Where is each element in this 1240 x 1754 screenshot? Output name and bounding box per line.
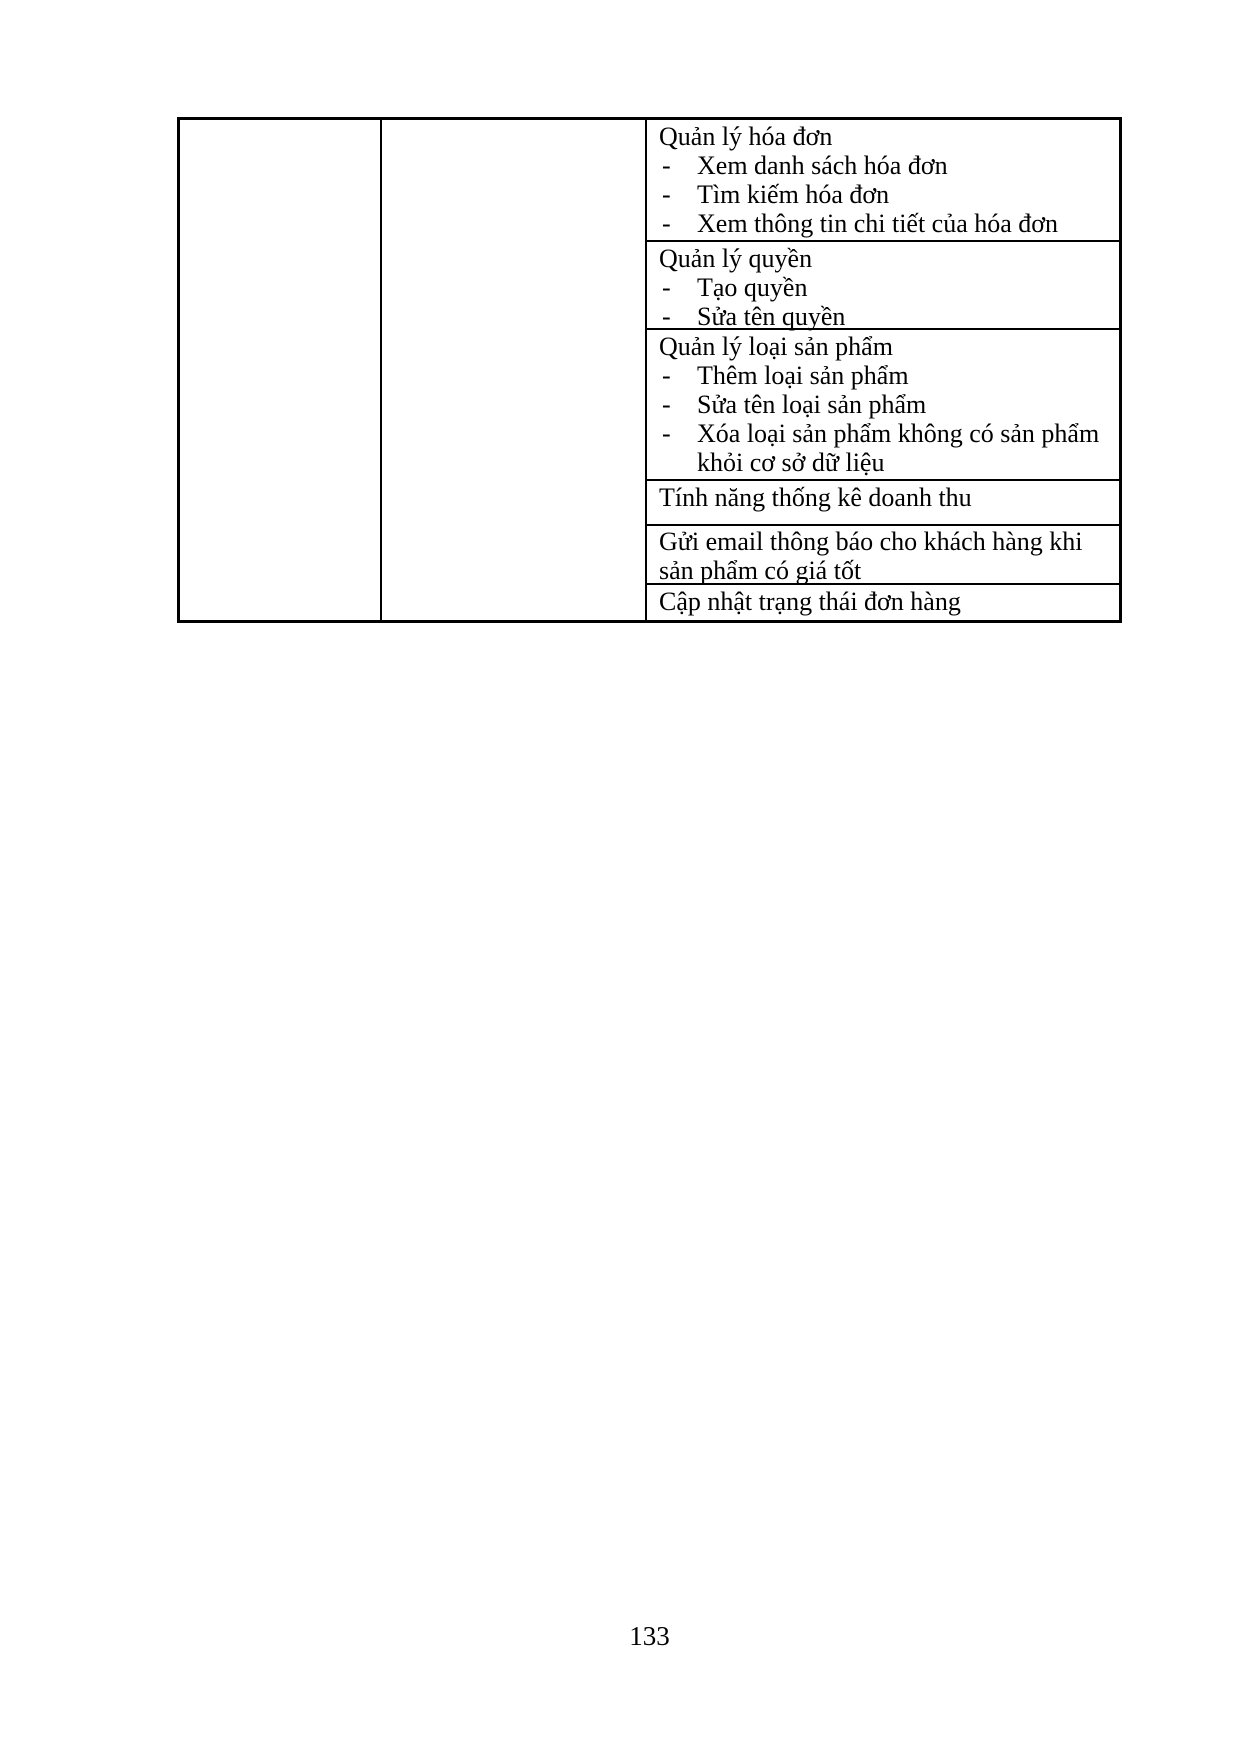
features-table (177, 117, 1122, 623)
table-row-email-notification (647, 526, 1119, 585)
dash-bullet: - (662, 273, 671, 302)
bullet-text: Sửa tên loại sản phẩm (697, 390, 927, 419)
page-number: 133 (629, 1621, 670, 1651)
bullet-item (659, 180, 1117, 209)
bullet-text: Xem thông tin chi tiết của hóa đơn (697, 209, 1059, 238)
bullet-text: Xem danh sách hóa đơn (697, 151, 948, 180)
dash-bullet: - (662, 390, 671, 419)
bullet-text: Xóa loại sản phẩm không có sản phẩm khỏi cơ sở dữ liệu (697, 419, 1100, 477)
table-column-features (647, 120, 1119, 620)
bullet-item (659, 273, 1117, 302)
table-row-invoice-management (647, 120, 1119, 242)
table-cell-empty-left (180, 120, 382, 620)
row-title: Quản lý hóa đơn (659, 122, 833, 151)
bullet-text: Sửa tên quyền (697, 302, 846, 331)
bullet-item (659, 209, 1117, 238)
row-title: Quản lý quyền (659, 244, 813, 273)
table-row-product-type-management (647, 330, 1119, 481)
dash-bullet: - (662, 180, 671, 209)
bullet-item (659, 419, 1117, 477)
bullet-text: Tạo quyền (697, 273, 808, 302)
row-title: Quản lý loại sản phẩm (659, 332, 893, 361)
table-row-revenue-statistics (647, 481, 1119, 526)
bullet-item (659, 390, 1117, 419)
table-cell-empty-middle (382, 120, 647, 620)
row-title: Tính năng thống kê doanh thu (659, 483, 972, 512)
dash-bullet: - (662, 151, 671, 180)
bullet-text: Tìm kiếm hóa đơn (697, 180, 890, 209)
bullet-item (659, 151, 1117, 180)
table-row-order-status-update (647, 585, 1119, 620)
dash-bullet: - (662, 209, 671, 238)
bullet-item (659, 302, 1117, 331)
table-row-permission-management (647, 242, 1119, 330)
row-title: Cập nhật trạng thái đơn hàng (659, 587, 961, 616)
dash-bullet: - (662, 419, 671, 448)
dash-bullet: - (662, 302, 671, 331)
bullet-item (659, 361, 1117, 390)
row-title: Gửi email thông báo cho khách hàng khi sản phẩm có giá tốt (659, 527, 1083, 585)
bullet-text: Thêm loại sản phẩm (697, 361, 909, 390)
dash-bullet: - (662, 361, 671, 390)
